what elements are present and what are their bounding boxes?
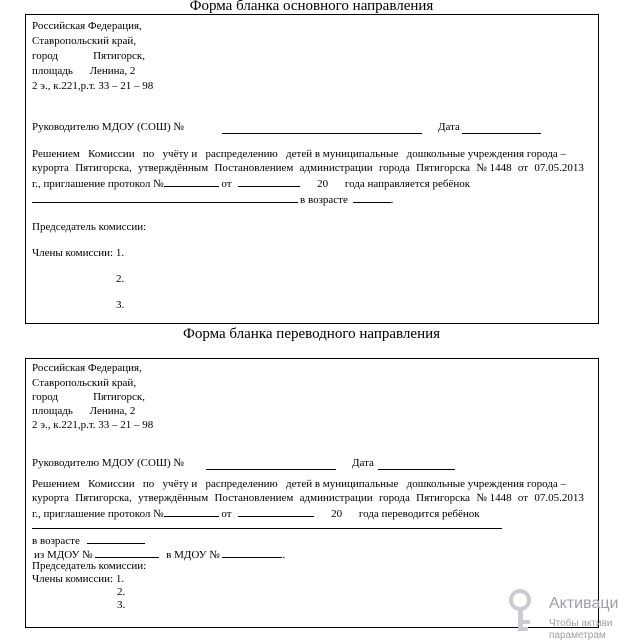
form1-protocol-date-field[interactable] — [238, 177, 300, 187]
key-icon — [503, 587, 543, 635]
form1-p2-w2: Пятигорска, — [75, 162, 132, 174]
form2-para-line1 — [32, 478, 566, 491]
form1-addr-square — [32, 65, 135, 78]
form2-p2-w5: администрации — [299, 492, 373, 504]
form2-addr-city-label: город — [32, 391, 59, 403]
form1-p2-w8: № 1448 — [476, 162, 512, 174]
watermark-line1: Чтобы активи — [549, 618, 613, 629]
form1-p1-w6: детей в муниципальные — [286, 148, 399, 160]
form2-chair: Председатель комиссии: — [32, 560, 147, 572]
watermark-line2: параметрам — [549, 630, 606, 641]
form1-addr-region: Ставропольский край, — [32, 35, 137, 47]
form2-head-label: Руководителю МДОУ (СОШ) № — [32, 457, 184, 469]
form1-p4-age: в возрасте — [300, 194, 348, 206]
form1-protocol-number-field[interactable] — [164, 177, 219, 187]
form2-p2-w10: 07.05.2013 — [534, 492, 584, 504]
form1-p2-w10: 07.05.2013 — [534, 162, 584, 174]
form2-addr-square — [32, 405, 135, 418]
form1-p2-w4: Постановлением — [214, 162, 294, 174]
form2-p3-transfer: года переводится ребёнок — [358, 508, 480, 520]
form1-head-number-field[interactable] — [222, 124, 422, 134]
form1-addr-square-label: площадь — [32, 65, 73, 77]
form2-title: Форма бланка переводного направления — [182, 326, 441, 342]
form2-p2-w1: курорта — [32, 492, 69, 504]
form2-addr-room: 2 э., к.221,р.т. 33 – 21 – 98 — [32, 419, 154, 431]
form1-p3-year: 20 — [317, 178, 329, 190]
form1-addr-country: Российская Федерация, — [32, 20, 142, 32]
form2-p3-from: от — [221, 508, 232, 520]
form1-p1-w1: Решением — [32, 148, 80, 160]
form1-p2-w3: утверждённым — [138, 162, 209, 174]
form2-p2-w2: Пятигорска, — [75, 492, 132, 504]
form2-age-label: в возрасте — [32, 535, 80, 547]
form1-date-label: Дата — [438, 121, 460, 133]
form1-age-field[interactable] — [353, 193, 391, 203]
form2-addr-square-name: Ленина, 2 — [89, 405, 136, 417]
form2-head-number-field[interactable] — [206, 460, 336, 470]
form2-members: Члены комиссии: 1. — [32, 573, 125, 585]
form1-p1-w3: по — [142, 148, 155, 160]
form2-to-number-field[interactable] — [222, 548, 282, 558]
form1-child-name-field[interactable] — [32, 193, 298, 203]
form2-p2-w7: Пятигорска — [416, 492, 471, 504]
form2-p1-w2: Комиссии — [88, 478, 135, 490]
activation-watermark — [503, 587, 623, 643]
form2-addr-city — [32, 391, 145, 404]
form2-p1-w1: Решением — [32, 478, 80, 490]
form2-member-3: 3. — [117, 599, 126, 611]
form1-date-field[interactable] — [462, 124, 541, 134]
form1-member-2: 2. — [116, 273, 125, 285]
form2-p2-w3: утверждённым — [138, 492, 209, 504]
form2-addr-square-label: площадь — [32, 405, 73, 417]
form1-p2-w5: администрации — [299, 162, 373, 174]
form2-p2-w4: Постановлением — [214, 492, 294, 504]
form2-p1-w3: по — [142, 478, 155, 490]
form1-p1-w2: Комиссии — [88, 148, 135, 160]
form2-from-number-field[interactable] — [95, 548, 159, 558]
form1-p1-w5: распределению — [205, 148, 278, 160]
form2-to-label: в МДОУ № — [166, 549, 220, 561]
form2-addr-city-name: Пятигорск, — [93, 391, 145, 403]
form1-addr-square-name: Ленина, 2 — [89, 65, 136, 77]
form2-protocol-number-field[interactable] — [164, 507, 219, 517]
form1-p3-sent: года направляется ребёнок — [344, 178, 471, 190]
form1-para-line1 — [32, 148, 566, 161]
form2-date-label: Дата — [352, 457, 374, 469]
form2-transfer-end: . — [282, 549, 286, 561]
form2-p1-w7: дошкольные учреждения города – — [406, 478, 566, 490]
form1-addr-room: 2 э., к.221,р.т. 33 – 21 – 98 — [32, 80, 154, 92]
form2-addr-region: Ставропольский край, — [32, 377, 137, 389]
form2-from-label: из МДОУ № — [34, 549, 93, 561]
form2-p2-w9: от — [517, 492, 529, 504]
form1-title: Форма бланка основного направления — [189, 0, 434, 14]
form1-addr-city-name: Пятигорск, — [93, 50, 145, 62]
form2-age-field[interactable] — [87, 534, 145, 544]
form1-para-line2 — [32, 162, 584, 175]
form2-protocol-date-field[interactable] — [238, 507, 314, 517]
form1-p2-w9: от — [517, 162, 529, 174]
form2-child-name-field[interactable] — [32, 519, 502, 529]
form2-p3-invite: г., приглашение протокол № — [32, 508, 164, 520]
form2-p3-year: 20 — [331, 508, 343, 520]
form2-para-line2 — [32, 492, 584, 505]
form2-date-field[interactable] — [378, 460, 455, 470]
form1-para-line3 — [32, 177, 470, 191]
form1-p3-from: от — [221, 178, 232, 190]
form1-p2-w7: Пятигорска — [416, 162, 471, 174]
form2-p1-w6: детей в муниципальные — [286, 478, 399, 490]
form2-p2-w6: города — [378, 492, 410, 504]
form1-p1-w7: дошкольные учреждения города – — [406, 148, 566, 160]
form2-member-2: 2. — [117, 586, 126, 598]
form1-member-3: 3. — [116, 299, 125, 311]
form1-members: Члены комиссии: 1. — [32, 247, 125, 259]
form1-p2-w6: города — [378, 162, 410, 174]
form1-para-line4 — [32, 193, 393, 207]
form2-p1-w5: распределению — [205, 478, 278, 490]
form2-p1-w4: учёту и — [162, 478, 198, 490]
watermark-title: Активаци — [549, 595, 619, 612]
form1-p4-end: . — [390, 194, 394, 206]
form2-p2-w8: № 1448 — [476, 492, 512, 504]
form1-p3-invite: г., приглашение протокол № — [32, 178, 164, 190]
form1-addr-city — [32, 50, 145, 63]
form1-addr-city-label: город — [32, 50, 59, 62]
form1-box — [25, 14, 599, 324]
form1-p1-w4: учёту и — [162, 148, 198, 160]
form1-head-label: Руководителю МДОУ (СОШ) № — [32, 121, 184, 133]
form1-p2-w1: курорта — [32, 162, 69, 174]
form2-age-line — [32, 534, 145, 548]
form2-addr-country: Российская Федерация, — [32, 362, 142, 374]
form1-chair: Председатель комиссии: — [32, 221, 147, 233]
